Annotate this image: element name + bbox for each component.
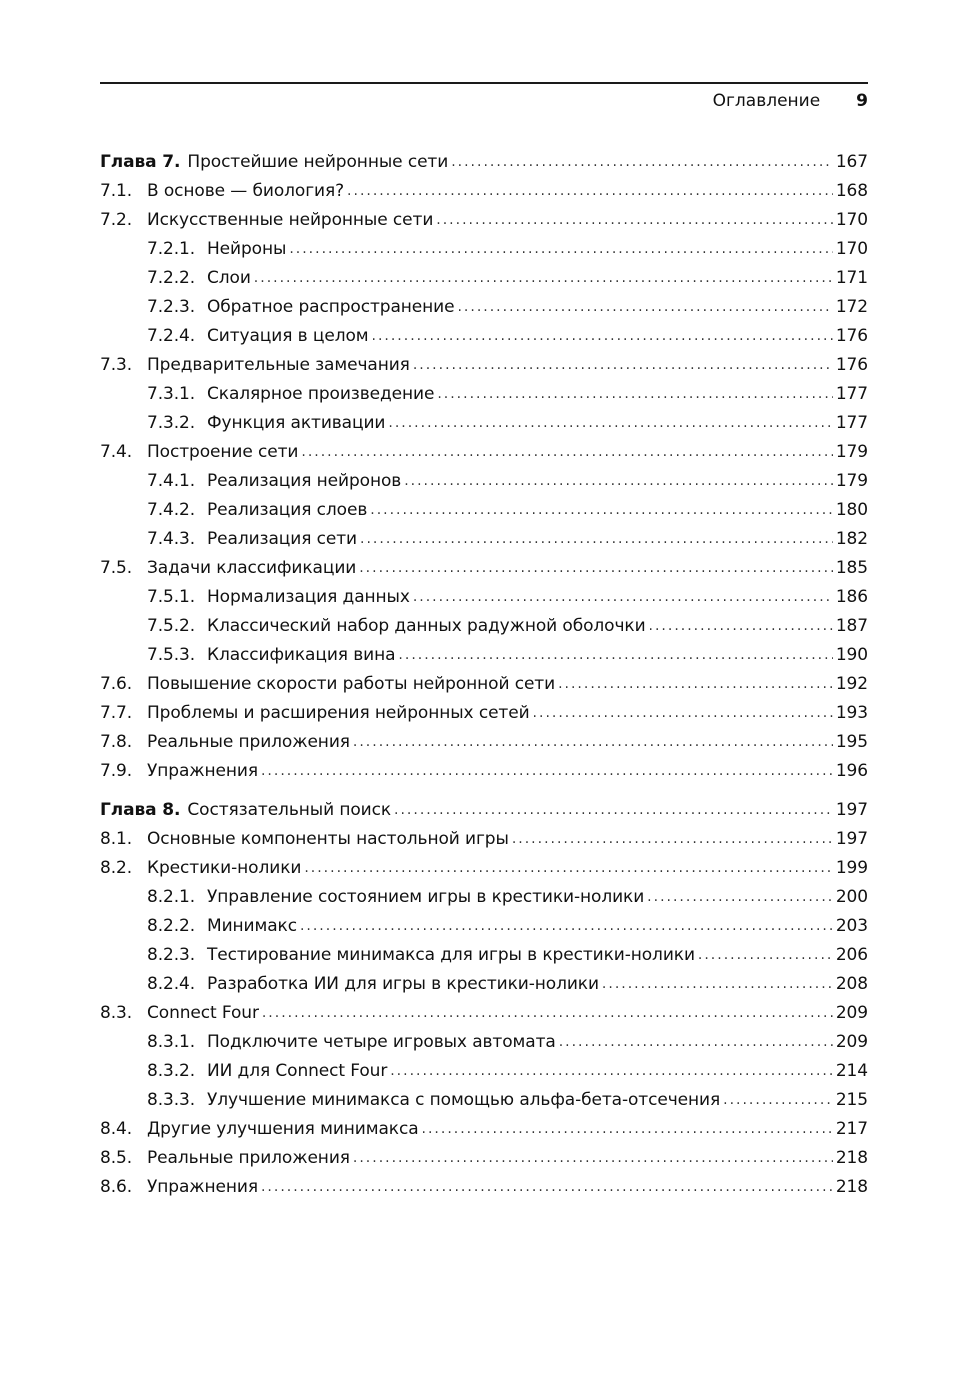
dot-leader [370,502,833,518]
toc-entry-title: Обратное распространение [207,296,455,317]
toc-section-entry[interactable] [100,911,868,940]
dot-leader [451,154,833,170]
dot-leader [261,1179,833,1195]
toc-entry-page: 176 [835,354,868,375]
toc-entry-title: Реальные приложения [147,1147,350,1168]
dot-leader [457,299,832,315]
toc-entry-page: 199 [835,857,868,878]
toc-section-entry[interactable] [100,408,868,437]
toc-entry-title: Ситуация в целом [207,325,369,346]
toc-entry-page: 177 [835,412,868,433]
toc-entry-number: 7.7. [100,702,133,723]
toc-section-entry[interactable] [100,176,868,205]
dot-leader [254,270,833,286]
toc-section-entry[interactable] [100,466,868,495]
header-section-title: Оглавление [712,91,821,111]
toc-entry-title: Крестики-нолики [147,857,302,878]
toc-section-entry[interactable] [100,582,868,611]
toc-entry-number: 8.1. [100,828,133,849]
toc-entry-title: Упражнения [147,1176,258,1197]
toc-entry-number: 7.4.2. [147,499,196,520]
toc-section-entry[interactable] [100,524,868,553]
toc-entry-title: Предварительные замечания [147,354,410,375]
toc-entry-title: Классификация вина [207,644,396,665]
toc-section-entry[interactable] [100,553,868,582]
toc-section-entry[interactable] [100,1143,868,1172]
toc-entry-page: 180 [835,499,868,520]
dot-leader [422,1121,833,1137]
toc-entry-title: Нейроны [207,238,287,259]
dot-leader [413,357,833,373]
toc-entry-number: 8.2. [100,857,133,878]
toc-entry-title: Улучшение минимакса с помощью альфа-бета-отсечения [207,1089,721,1110]
toc-entry-page: 209 [835,1031,868,1052]
toc-entry-number: 7.3.1. [147,383,196,404]
toc-entry-number: 8.3.3. [147,1089,196,1110]
toc-entry-title: Connect Four [147,1002,259,1023]
toc-entry-number: 7.4.3. [147,528,196,549]
toc-entry-number: 8.2.4. [147,973,196,994]
toc-entry-page: 190 [835,644,868,665]
toc-entry-page: 218 [835,1176,868,1197]
toc-entry-page: 168 [835,180,868,201]
toc-section-entry[interactable] [100,263,868,292]
toc-section-entry[interactable] [100,437,868,466]
toc-entry-number: 8.6. [100,1176,133,1197]
toc-entry-page: 196 [835,760,868,781]
toc-entry-title: Реализация нейронов [207,470,402,491]
toc-entry-number: 8.2.3. [147,944,196,965]
toc-section-entry[interactable] [100,1056,868,1085]
toc-entry-title: Реализация сети [207,528,358,549]
toc-entry-page: 214 [835,1060,868,1081]
toc-entry-title: Другие улучшения минимакса [147,1118,419,1139]
toc-entry-page: 215 [835,1089,868,1110]
toc-entry-page: 167 [835,151,868,172]
toc-entry-number: 7.5.1. [147,586,196,607]
toc-section-entry[interactable] [100,853,868,882]
dot-leader [388,415,832,431]
toc-entry-page: 179 [835,441,868,462]
dot-leader [390,1063,833,1079]
chapter-spacer [100,785,868,795]
toc-entry-number: 7.6. [100,673,133,694]
dot-leader [289,241,833,257]
dot-leader [404,473,833,489]
toc-entry-title: В основе — биология? [147,180,345,201]
dot-leader [398,647,832,663]
dot-leader [301,444,832,460]
toc-entry-title: Построение сети [147,441,299,462]
dot-leader [533,705,833,721]
toc-section-entry[interactable] [100,205,868,234]
dot-leader [559,1034,833,1050]
toc-entry-title: Повышение скорости работы нейронной сети [147,673,556,694]
toc-entry-title: Функция активации [207,412,386,433]
toc-entry-number: 8.3.1. [147,1031,196,1052]
toc-entry-title: Скалярное произведение [207,383,435,404]
dot-leader [558,676,833,692]
toc-section-entry[interactable] [100,495,868,524]
toc-entry-title: Классический набор данных радужной оболочки [207,615,646,636]
toc-section-entry[interactable] [100,292,868,321]
toc-entry-number: 7.2.2. [147,267,196,288]
toc-chapter-entry[interactable] [100,795,868,824]
table-of-contents [100,147,868,1201]
toc-entry-title: Упражнения [147,760,258,781]
toc-entry-number: 7.2.1. [147,238,196,259]
toc-entry-title: Простейшие нейронные сети [187,151,449,172]
toc-entry-number: 8.3. [100,1002,133,1023]
toc-entry-page: 176 [835,325,868,346]
toc-section-entry[interactable] [100,698,868,727]
toc-entry-page: 172 [835,296,868,317]
toc-entry-title: Реальные приложения [147,731,350,752]
toc-entry-title: Управление состоянием игры в крестики-нолики [207,886,645,907]
toc-entry-page: 217 [835,1118,868,1139]
toc-entry-number: 7.4.1. [147,470,196,491]
toc-entry-number: 7.3.2. [147,412,196,433]
toc-section-entry[interactable] [100,640,868,669]
toc-section-entry[interactable] [100,234,868,263]
dot-leader [649,618,833,634]
toc-entry-title: ИИ для Connect Four [207,1060,388,1081]
toc-entry-title: Минимакс [207,915,297,936]
toc-entry-title: Искусственные нейронные сети [147,209,434,230]
toc-entry-page: 197 [835,799,868,820]
toc-entry-page: 185 [835,557,868,578]
toc-entry-page: 218 [835,1147,868,1168]
dot-leader [359,560,833,576]
toc-entry-number: 8.5. [100,1147,133,1168]
toc-section-entry[interactable] [100,882,868,911]
toc-entry-page: 206 [835,944,868,965]
toc-entry-number: 8.2.2. [147,915,196,936]
dot-leader [698,947,833,963]
toc-entry-page: 187 [835,615,868,636]
toc-section-entry[interactable] [100,969,868,998]
toc-section-entry[interactable] [100,379,868,408]
toc-entry-title: Слои [207,267,251,288]
dot-leader [723,1092,833,1108]
toc-entry-number: 7.8. [100,731,133,752]
dot-leader [436,212,833,228]
toc-entry-page: 186 [835,586,868,607]
dot-leader [262,1005,833,1021]
toc-entry-page: 179 [835,470,868,491]
toc-section-entry[interactable] [100,727,868,756]
toc-entry-title: Состязательный поиск [187,799,392,820]
toc-section-entry[interactable] [100,998,868,1027]
dot-leader [413,589,833,605]
toc-entry-number: 7.5. [100,557,133,578]
toc-entry-number: 7.9. [100,760,133,781]
toc-entry-number: 7.2.3. [147,296,196,317]
dot-leader [347,183,833,199]
dot-leader [372,328,833,344]
toc-entry-title: Тестирование минимакса для игры в крестики-нолики [207,944,695,965]
toc-entry-page: 193 [835,702,868,723]
toc-entry-number: 7.5.2. [147,615,196,636]
dot-leader [512,831,833,847]
toc-entry-number: 8.2.1. [147,886,196,907]
toc-entry-title: Подключите четыре игровых автомата [207,1031,556,1052]
header-rule [100,82,868,84]
toc-entry-page: 195 [835,731,868,752]
toc-entry-page: 171 [835,267,868,288]
dot-leader [353,734,833,750]
toc-section-entry[interactable] [100,350,868,379]
toc-entry-page: 209 [835,1002,868,1023]
toc-entry-number: 7.3. [100,354,133,375]
dot-leader [304,860,833,876]
dot-leader [300,918,833,934]
dot-leader [437,386,833,402]
toc-entry-number: 7.2. [100,209,133,230]
dot-leader [353,1150,833,1166]
header-page-number: 9 [856,91,868,111]
toc-entry-page: 208 [835,973,868,994]
toc-entry-title: Реализация слоев [207,499,368,520]
toc-entry-number: 8.3.2. [147,1060,196,1081]
toc-entry-number: Глава 8. [100,799,181,820]
running-header [100,90,868,112]
toc-entry-page: 177 [835,383,868,404]
dot-leader [602,976,833,992]
toc-section-entry[interactable] [100,1172,868,1201]
toc-entry-number: Глава 7. [100,151,181,172]
toc-entry-number: 7.2.4. [147,325,196,346]
toc-section-entry[interactable] [100,669,868,698]
toc-entry-page: 170 [835,238,868,259]
toc-section-entry[interactable] [100,940,868,969]
toc-entry-number: 7.1. [100,180,133,201]
toc-entry-number: 7.5.3. [147,644,196,665]
toc-entry-page: 200 [835,886,868,907]
toc-entry-title: Проблемы и расширения нейронных сетей [147,702,530,723]
toc-entry-title: Основные компоненты настольной игры [147,828,509,849]
toc-entry-page: 192 [835,673,868,694]
toc-section-entry[interactable] [100,321,868,350]
dot-leader [261,763,833,779]
toc-section-entry[interactable] [100,1027,868,1056]
toc-entry-title: Нормализация данных [207,586,410,607]
toc-section-entry[interactable] [100,1114,868,1143]
toc-section-entry[interactable] [100,1085,868,1114]
toc-entry-page: 182 [835,528,868,549]
toc-section-entry[interactable] [100,824,868,853]
toc-entry-number: 8.4. [100,1118,133,1139]
dot-leader [360,531,833,547]
toc-entry-page: 170 [835,209,868,230]
toc-entry-page: 203 [835,915,868,936]
toc-section-entry[interactable] [100,611,868,640]
toc-section-entry[interactable] [100,756,868,785]
toc-entry-title: Задачи классификации [147,557,357,578]
toc-chapter-entry[interactable] [100,147,868,176]
toc-entry-number: 7.4. [100,441,133,462]
dot-leader [647,889,833,905]
toc-entry-page: 197 [835,828,868,849]
dot-leader [394,802,833,818]
toc-entry-title: Разработка ИИ для игры в крестики-нолики [207,973,599,994]
